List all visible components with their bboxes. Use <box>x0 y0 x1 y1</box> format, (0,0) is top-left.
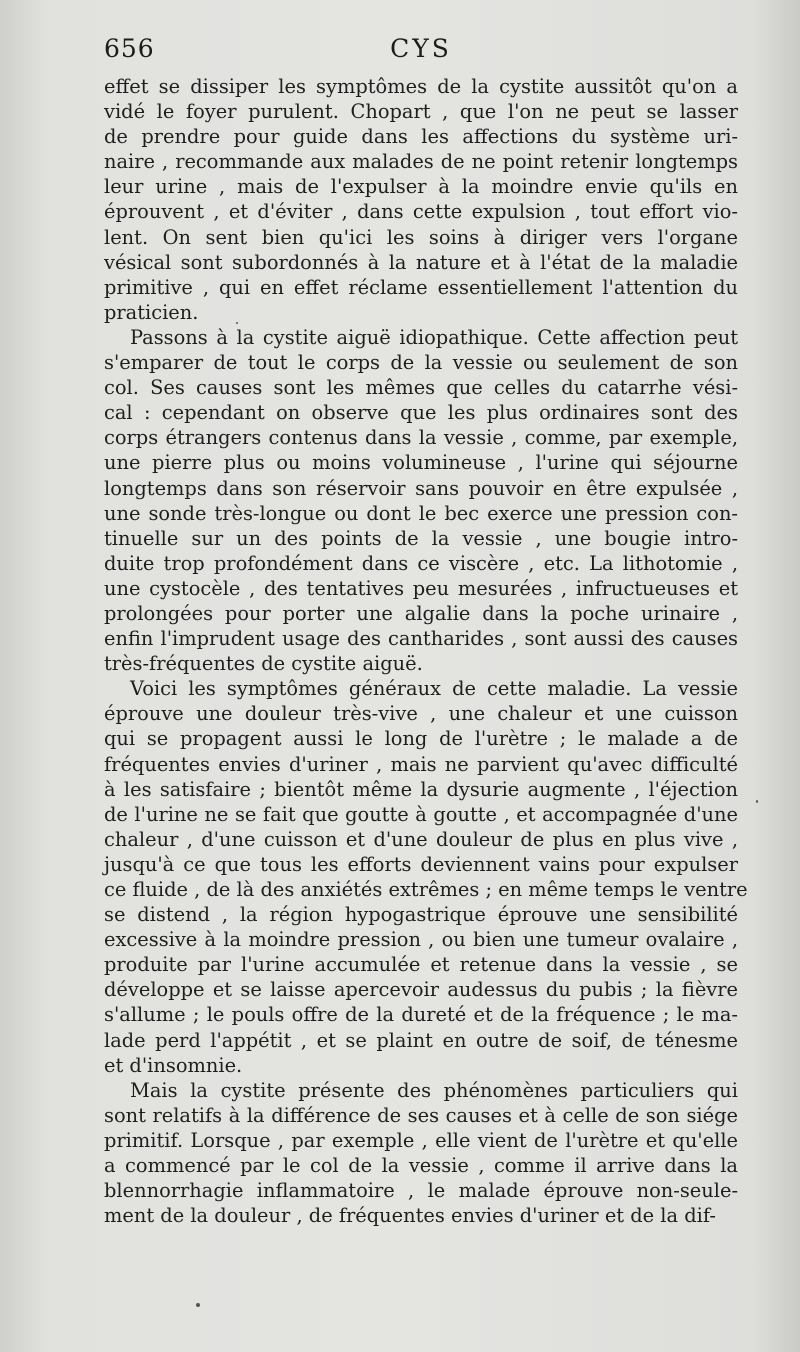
text-line: primitif. Lorsque , par exemple , elle vient de l'urètre et qu'elle <box>104 1128 738 1152</box>
paragraph <box>104 325 738 676</box>
text-line: fréquentes envies d'uriner , mais ne parvient qu'avec difficulté <box>104 752 738 776</box>
text-line: primitive , qui en effet réclame essentiellement l'attention du <box>104 275 738 299</box>
body-text <box>104 74 748 1228</box>
paragraph <box>104 676 748 1078</box>
text-line: très-fréquentes de cystite aiguë. <box>104 652 423 676</box>
text-line: leur urine , mais de l'expulser à la moindre envie qu'ils en <box>104 175 738 199</box>
text-line: prolongées pour porter une algalie dans la poche urinaire , <box>104 601 738 625</box>
paragraph <box>104 1078 738 1229</box>
text-line: tinuelle sur un des points de la vessie , une bougie intro- <box>104 526 738 550</box>
text-line: cal : cependant on observe que les plus ordinaires sont des <box>104 401 738 425</box>
text-line: effet se dissiper les symptômes de la cystite aussitôt qu'on a <box>104 75 738 98</box>
text-line: ce fluide , de là des anxiétés extrêmes ; en même temps le ventre <box>104 878 748 901</box>
text-line: produite par l'urine accumulée et retenue dans la vessie , se <box>104 953 738 977</box>
text-line: praticien. <box>104 300 199 324</box>
text-line: Voici les symptômes généraux de cette maladie. La vessie <box>130 677 738 701</box>
text-line: et d'insomnie. <box>104 1053 243 1077</box>
text-line: Mais la cystite présente des phénomènes particuliers qui <box>130 1078 738 1102</box>
text-line: s'emparer de tout le corps de la vessie ou seulement de son <box>104 351 738 375</box>
page-number: 656 <box>104 34 155 63</box>
text-line: chaleur , d'une cuisson et d'une douleur de plus en plus vive , <box>104 827 738 851</box>
text-line: col. Ses causes sont les mêmes que celles du catarrhe vési- <box>104 376 738 400</box>
text-line: s'allume ; le pouls offre de la dureté et de la fréquence ; le ma- <box>104 1003 738 1027</box>
text-line: éprouve une douleur très-vive , une chaleur et une cuisson <box>104 702 738 726</box>
page-header <box>104 34 738 70</box>
text-line: à les satisfaire ; bientôt même la dysurie augmente , l'éjection <box>104 777 738 801</box>
paper-speck <box>236 322 238 324</box>
paper-speck <box>756 800 758 803</box>
text-line: jusqu'à ce que tous les efforts deviennent vains pour expulser <box>104 852 738 876</box>
paper-speck <box>196 1303 200 1307</box>
text-line: enfin l'imprudent usage des cantharides , sont aussi des causes <box>104 627 738 651</box>
text-line: Passons à la cystite aiguë idiopathique. Cette affection peut <box>130 325 738 349</box>
text-line: une sonde très-longue ou dont le bec exerce une pression con- <box>104 501 738 525</box>
text-line: se distend , la région hypogastrique éprouve une sensibilité <box>104 903 738 927</box>
text-line: naire , recommande aux malades de ne point retenir longtemps <box>104 150 738 174</box>
text-line: lent. On sent bien qu'ici les soins à diriger vers l'organe <box>104 225 738 249</box>
paragraph <box>104 74 738 325</box>
text-line: une cystocèle , des tentatives peu mesurées , infructueuses et <box>104 576 738 600</box>
text-line: blennorrhagie inflammatoire , le malade éprouve non-seule- <box>104 1179 738 1203</box>
text-line: développe et se laisse apercevoir audessus du pubis ; la fièvre <box>104 978 738 1002</box>
text-line: vidé le foyer purulent. Chopart , que l'on ne peut se lasser <box>104 100 738 124</box>
text-line: de prendre pour guide dans les affections du système uri- <box>104 125 738 149</box>
text-line: longtemps dans son réservoir sans pouvoir en être expulsée , <box>104 476 738 500</box>
text-line: ment de la douleur , de fréquentes envies d'uriner et de la dif- <box>104 1204 716 1228</box>
text-line: qui se propagent aussi le long de l'urètre ; le malade a de <box>104 727 738 751</box>
text-line: éprouvent , et d'éviter , dans cette expulsion , tout effort vio- <box>104 200 738 224</box>
running-head: CYS <box>390 34 452 63</box>
text-line: lade perd l'appétit , et se plaint en outre de soif, de ténesme <box>104 1028 738 1052</box>
text-line: de l'urine ne se fait que goutte à goutte , et accompagnée d'une <box>104 802 738 826</box>
text-line: a commencé par le col de la vessie , comme il arrive dans la <box>104 1154 738 1178</box>
text-line: duite trop profondément dans ce viscère , etc. La lithotomie , <box>104 551 738 575</box>
text-line: sont relatifs à la différence de ses causes et à celle de son siége <box>104 1103 738 1127</box>
text-line: vésical sont subordonnés à la nature et à l'état de la maladie <box>104 250 738 274</box>
text-line: excessive à la moindre pression , ou bien une tumeur ovalaire , <box>104 928 738 952</box>
text-line: corps étrangers contenus dans la vessie , comme, par exemple, <box>104 426 738 450</box>
text-line: une pierre plus ou moins volumineuse , l'urine qui séjourne <box>104 451 738 475</box>
